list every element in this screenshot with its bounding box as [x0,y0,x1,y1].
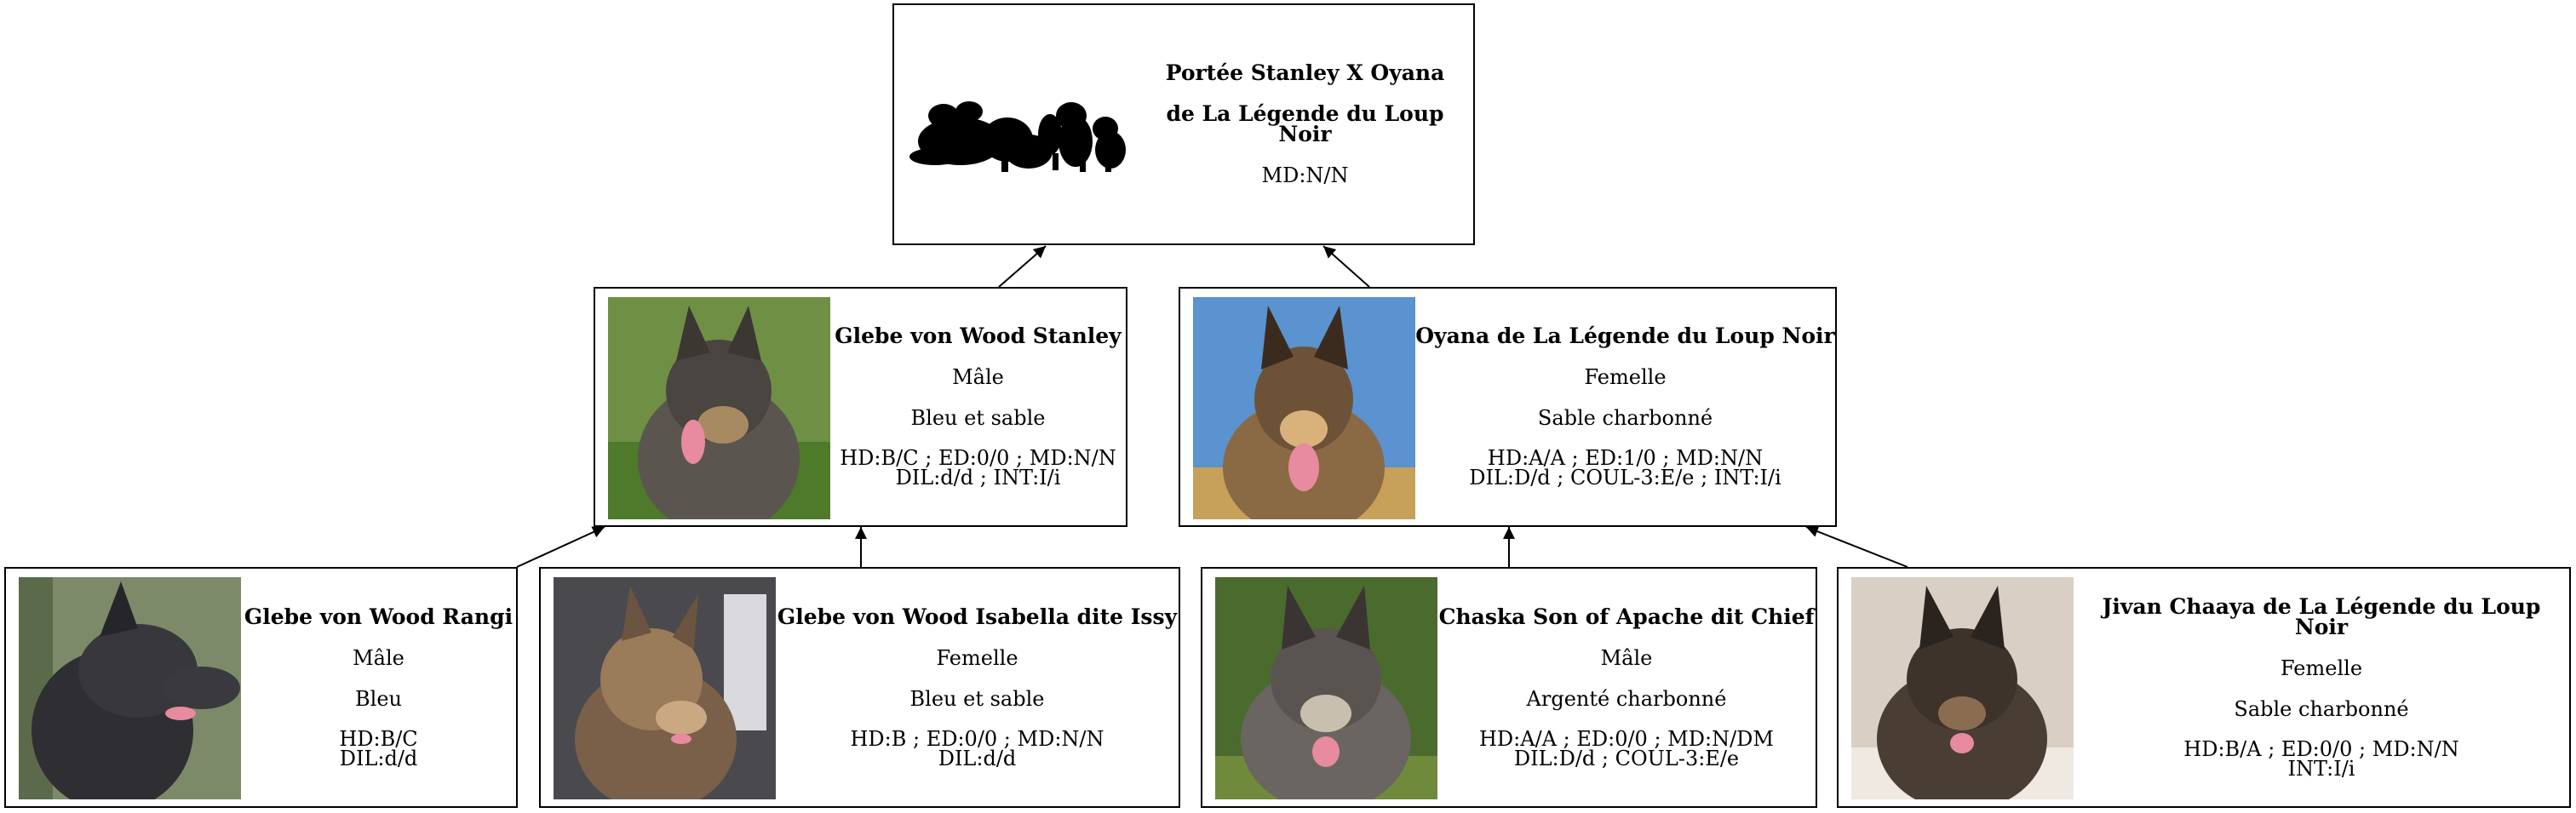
dog-color: Bleu et sable [909,686,1045,711]
grandparent-info [1437,569,1816,806]
edge-oyana-to-litter [1323,246,1369,287]
dog-photo [1851,577,2074,799]
grandparent-info [776,569,1179,806]
dog-sex: Mâle [1600,645,1653,670]
puppies-silhouette-icon [909,82,1133,180]
dog-name: Glebe von Wood Stanley [835,323,1122,348]
dog-name: Chaska Son of Apache dit Chief [1438,604,1815,629]
dog-sex: Mâle [353,645,404,670]
dog-name: Glebe von Wood Isabella dite Issy [777,604,1178,629]
grandparent-info [2074,569,2569,806]
dog-tests-line1: HD:B ; ED:0/0 ; MD:N/N [850,726,1104,751]
edge-stanley-to-litter [999,246,1046,287]
dog-photo [1215,577,1437,799]
dog-tests [1479,726,1774,770]
dog-tests-line1: HD:A/A ; ED:1/0 ; MD:N/N [1487,446,1764,470]
dog-sex: Femelle [936,645,1018,670]
dog-tests-line1: HD:B/C [339,726,418,751]
dog-color: Argenté charbonné [1526,686,1727,711]
dog-tests-line2: DIL:d/d [339,746,418,770]
dog-name: Oyana de La Légende du Loup Noir [1415,323,1835,348]
dog-tests-line2: DIL:D/d ; COUL-3:E/e ; INT:I/i [1469,466,1781,490]
parent-info [1415,289,1835,525]
dog-tests-line1: HD:A/A ; ED:0/0 ; MD:N/DM [1479,726,1774,751]
grandparent-node-issy [539,567,1180,808]
dog-tests [850,726,1104,770]
dog-photo [608,297,830,519]
dog-tests-line2: DIL:d/d ; INT:I/i [895,466,1061,490]
dog-color: Sable charbonné [1537,406,1713,430]
dog-tests [840,446,1116,490]
litter-subtitle: de La Légende du Loup Noir [1166,101,1444,146]
dog-color: Bleu [355,686,402,711]
litter-tests: MD:N/N [1261,163,1349,187]
dog-tests-line1: HD:B/A ; ED:0/0 ; MD:N/N [2183,736,2459,761]
dog-color: Bleu et sable [910,406,1046,430]
dog-sex: Femelle [2280,656,2363,680]
parent-node-oyana [1179,287,1837,527]
parent-node-stanley [594,287,1127,527]
grandparent-node-rangi [4,567,518,808]
litter-title: Portée Stanley X Oyana [1165,60,1445,85]
dog-photo [554,577,776,799]
dog-color: Sable charbonné [2234,696,2409,721]
edge-jivan-to-oyana [1806,527,1908,567]
edge-rangi-to-stanley [517,527,605,567]
grandparent-node-chief [1201,567,1817,808]
grandparent-info [241,569,516,806]
grandparent-node-jivan [1837,567,2571,808]
dog-tests-line1: HD:B/C ; ED:0/0 ; MD:N/N [840,446,1116,470]
dog-name: Jivan Chaaya de La Légende du Loup Noir [2102,593,2541,639]
litter-info [1137,5,1473,243]
dog-tests-line2: DIL:D/d ; COUL-3:E/e [1513,746,1740,770]
dog-tests-line2: INT:I/i [2287,756,2355,781]
dog-tests [2183,736,2459,781]
parent-info [830,289,1126,525]
dog-sex: Mâle [952,365,1004,389]
dog-photo [1193,297,1415,519]
dog-name: Glebe von Wood Rangi [244,604,513,629]
dog-tests-line2: DIL:d/d [938,746,1017,770]
dog-tests [1469,446,1781,490]
litter-node [892,3,1475,245]
dog-tests [339,726,418,770]
dog-photo [19,577,241,799]
dog-sex: Femelle [1584,365,1667,389]
